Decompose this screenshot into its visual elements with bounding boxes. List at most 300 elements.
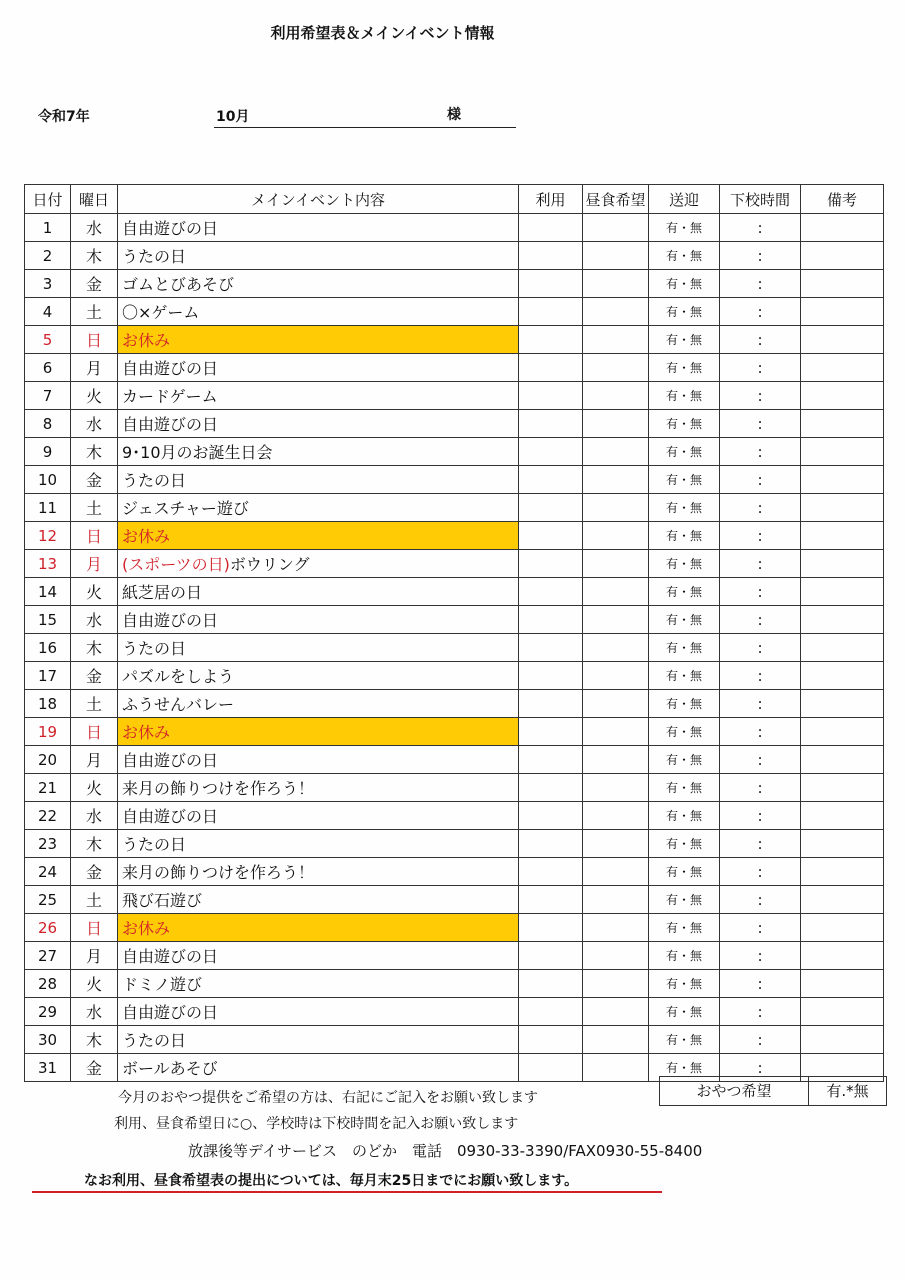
use-cell[interactable]	[519, 746, 583, 774]
col-header-use: 利用	[519, 185, 583, 214]
dismissal-time-cell[interactable]: :	[720, 354, 801, 382]
use-cell[interactable]	[519, 718, 583, 746]
remarks-cell[interactable]	[801, 970, 884, 998]
table-row	[25, 858, 884, 886]
remarks-cell[interactable]	[801, 242, 884, 270]
event-cell: 自由遊びの日	[118, 410, 519, 438]
transport-choice-cell[interactable]: 有・無	[649, 326, 720, 354]
use-cell[interactable]	[519, 214, 583, 242]
transport-choice-cell[interactable]: 有・無	[649, 242, 720, 270]
lunch-cell[interactable]	[583, 830, 649, 858]
event-cell: 自由遊びの日	[118, 746, 519, 774]
event-cell: お休み	[118, 326, 519, 354]
remarks-cell[interactable]	[801, 438, 884, 466]
remarks-cell[interactable]	[801, 746, 884, 774]
transport-choice-cell[interactable]: 有・無	[649, 578, 720, 606]
transport-choice-cell[interactable]: 有・無	[649, 718, 720, 746]
lunch-cell[interactable]	[583, 886, 649, 914]
table-row	[25, 382, 884, 410]
table-row	[25, 914, 884, 942]
dismissal-time-cell[interactable]: :	[720, 858, 801, 886]
name-field-line[interactable]	[214, 127, 516, 128]
transport-choice-cell[interactable]: 有・無	[649, 606, 720, 634]
date-cell: 28	[25, 970, 71, 998]
weekday-cell: 木	[71, 438, 118, 466]
use-cell[interactable]	[519, 802, 583, 830]
remarks-cell[interactable]	[801, 410, 884, 438]
remarks-cell[interactable]	[801, 298, 884, 326]
remarks-cell[interactable]	[801, 214, 884, 242]
event-cell: ドミノ遊び	[118, 970, 519, 998]
transport-choice-cell[interactable]: 有・無	[649, 438, 720, 466]
lunch-cell[interactable]	[583, 242, 649, 270]
date-cell: 17	[25, 662, 71, 690]
weekday-cell: 月	[71, 550, 118, 578]
use-cell[interactable]	[519, 242, 583, 270]
event-cell: 飛び石遊び	[118, 886, 519, 914]
weekday-cell: 水	[71, 410, 118, 438]
lunch-cell[interactable]	[583, 718, 649, 746]
remarks-cell[interactable]	[801, 858, 884, 886]
event-cell: 来月の飾りつけを作ろう！	[118, 858, 519, 886]
col-header-weekday: 曜日	[71, 185, 118, 214]
weekday-cell: 日	[71, 914, 118, 942]
weekday-cell: 木	[71, 830, 118, 858]
event-cell: 自由遊びの日	[118, 606, 519, 634]
weekday-cell: 日	[71, 326, 118, 354]
use-cell[interactable]	[519, 550, 583, 578]
holiday-name: (スポーツの日)	[122, 555, 230, 574]
transport-choice-cell[interactable]: 有・無	[649, 298, 720, 326]
dismissal-time-cell[interactable]: :	[720, 662, 801, 690]
event-cell: 9･10月のお誕生日会	[118, 438, 519, 466]
date-cell: 21	[25, 774, 71, 802]
remarks-cell[interactable]	[801, 690, 884, 718]
use-cell[interactable]	[519, 522, 583, 550]
event-cell: 自由遊びの日	[118, 942, 519, 970]
dismissal-time-cell[interactable]: :	[720, 690, 801, 718]
era-year: 令和7年	[38, 109, 90, 125]
transport-choice-cell[interactable]: 有・無	[649, 382, 720, 410]
event-cell: お休み	[118, 718, 519, 746]
transport-choice-cell[interactable]: 有・無	[649, 746, 720, 774]
dismissal-time-cell[interactable]: :	[720, 214, 801, 242]
dismissal-time-cell[interactable]: :	[720, 886, 801, 914]
lunch-cell[interactable]	[583, 214, 649, 242]
date-cell: 23	[25, 830, 71, 858]
transport-choice-cell[interactable]: 有・無	[649, 774, 720, 802]
use-cell[interactable]	[519, 886, 583, 914]
name-suffix: 様	[447, 107, 461, 123]
dismissal-time-cell[interactable]: :	[720, 634, 801, 662]
dismissal-time-cell[interactable]: :	[720, 298, 801, 326]
use-cell[interactable]	[519, 382, 583, 410]
dismissal-time-cell[interactable]: :	[720, 746, 801, 774]
table-row	[25, 494, 884, 522]
remarks-cell[interactable]	[801, 382, 884, 410]
date-cell: 5	[25, 326, 71, 354]
date-cell: 18	[25, 690, 71, 718]
dismissal-time-cell[interactable]: :	[720, 438, 801, 466]
table-row	[25, 746, 884, 774]
table-row	[25, 270, 884, 298]
lunch-cell[interactable]	[583, 690, 649, 718]
date-cell: 20	[25, 746, 71, 774]
table-row	[25, 410, 884, 438]
date-cell: 4	[25, 298, 71, 326]
dismissal-time-cell[interactable]: :	[720, 242, 801, 270]
use-cell[interactable]	[519, 998, 583, 1026]
schedule-table	[24, 184, 884, 1082]
use-cell[interactable]	[519, 494, 583, 522]
remarks-cell[interactable]	[801, 634, 884, 662]
lunch-cell[interactable]	[583, 802, 649, 830]
dismissal-time-cell[interactable]: :	[720, 382, 801, 410]
event-text: ボウリング	[229, 555, 310, 574]
remarks-cell[interactable]	[801, 914, 884, 942]
usage-note: 利用、昼食希望日に○、学校時は下校時間を記入お願い致します	[114, 1116, 519, 1132]
remarks-cell[interactable]	[801, 466, 884, 494]
lunch-cell[interactable]	[583, 914, 649, 942]
dismissal-time-cell[interactable]: :	[720, 466, 801, 494]
lunch-cell[interactable]	[583, 550, 649, 578]
date-cell: 9	[25, 438, 71, 466]
weekday-cell: 金	[71, 1054, 118, 1082]
use-cell[interactable]	[519, 634, 583, 662]
use-cell[interactable]	[519, 270, 583, 298]
date-cell: 31	[25, 1054, 71, 1082]
event-cell: カードゲーム	[118, 382, 519, 410]
table-row	[25, 718, 884, 746]
event-cell: ふうせんバレー	[118, 690, 519, 718]
lunch-cell[interactable]	[583, 438, 649, 466]
lunch-cell[interactable]	[583, 774, 649, 802]
transport-choice-cell[interactable]: 有・無	[649, 550, 720, 578]
event-cell: ジェスチャー遊び	[118, 494, 519, 522]
remarks-cell[interactable]	[801, 886, 884, 914]
remarks-cell[interactable]	[801, 578, 884, 606]
weekday-cell: 金	[71, 858, 118, 886]
lunch-cell[interactable]	[583, 858, 649, 886]
weekday-cell: 木	[71, 634, 118, 662]
transport-choice-cell[interactable]: 有・無	[649, 998, 720, 1026]
use-cell[interactable]	[519, 606, 583, 634]
lunch-cell[interactable]	[583, 466, 649, 494]
lunch-cell[interactable]	[583, 746, 649, 774]
weekday-cell: 土	[71, 690, 118, 718]
table-row	[25, 1026, 884, 1054]
event-cell: 自由遊びの日	[118, 802, 519, 830]
contact-info: 放課後等デイサービス のどか 電話 0930-33-3390/FAX0930-55-8400	[188, 1142, 703, 1160]
table-row	[25, 298, 884, 326]
lunch-cell[interactable]	[583, 942, 649, 970]
date-cell: 22	[25, 802, 71, 830]
table-row	[25, 326, 884, 354]
date-cell: 14	[25, 578, 71, 606]
snack-request-box	[659, 1076, 887, 1106]
lunch-cell[interactable]	[583, 494, 649, 522]
table-row	[25, 354, 884, 382]
use-cell[interactable]	[519, 466, 583, 494]
event-cell: 〇×ゲーム	[118, 298, 519, 326]
weekday-cell: 月	[71, 942, 118, 970]
date-cell: 30	[25, 1026, 71, 1054]
transport-choice-cell[interactable]: 有・無	[649, 522, 720, 550]
transport-choice-cell[interactable]: 有・無	[649, 1054, 720, 1082]
dismissal-time-cell[interactable]: :	[720, 942, 801, 970]
snack-request-choice[interactable]: 有.*無	[826, 1082, 869, 1100]
lunch-cell[interactable]	[583, 326, 649, 354]
weekday-cell: 火	[71, 970, 118, 998]
table-header-row	[25, 185, 884, 214]
event-cell: 自由遊びの日	[118, 998, 519, 1026]
transport-choice-cell[interactable]: 有・無	[649, 914, 720, 942]
dismissal-time-cell[interactable]: :	[720, 914, 801, 942]
date-cell: 15	[25, 606, 71, 634]
document-title: 利用希望表＆メインイベント情報	[270, 24, 495, 42]
remarks-cell[interactable]	[801, 830, 884, 858]
weekday-cell: 水	[71, 998, 118, 1026]
deadline-note: なお利用、昼食希望表の提出については、毎月末25日までにお願い致します。	[84, 1173, 579, 1189]
event-cell: お休み	[118, 522, 519, 550]
dismissal-time-cell[interactable]: :	[720, 774, 801, 802]
use-cell[interactable]	[519, 914, 583, 942]
table-row	[25, 550, 884, 578]
weekday-cell: 土	[71, 886, 118, 914]
lunch-cell[interactable]	[583, 970, 649, 998]
date-cell: 3	[25, 270, 71, 298]
date-cell: 25	[25, 886, 71, 914]
remarks-cell[interactable]	[801, 998, 884, 1026]
date-cell: 7	[25, 382, 71, 410]
event-cell: お休み	[118, 914, 519, 942]
dismissal-time-cell[interactable]: :	[720, 830, 801, 858]
date-cell: 19	[25, 718, 71, 746]
dismissal-time-cell[interactable]: :	[720, 326, 801, 354]
col-header-lunch: 昼食希望	[583, 185, 649, 214]
date-cell: 11	[25, 494, 71, 522]
date-cell: 8	[25, 410, 71, 438]
dismissal-time-cell[interactable]: :	[720, 270, 801, 298]
table-row	[25, 606, 884, 634]
red-underline	[32, 1191, 662, 1193]
event-cell: 自由遊びの日	[118, 354, 519, 382]
date-cell: 27	[25, 942, 71, 970]
table-row	[25, 522, 884, 550]
use-cell[interactable]	[519, 1054, 583, 1082]
event-cell: うたの日	[118, 466, 519, 494]
transport-choice-cell[interactable]: 有・無	[649, 354, 720, 382]
table-row	[25, 578, 884, 606]
use-cell[interactable]	[519, 662, 583, 690]
snack-request-label: おやつ希望	[660, 1077, 809, 1105]
transport-choice-cell[interactable]: 有・無	[649, 494, 720, 522]
dismissal-time-cell[interactable]: :	[720, 578, 801, 606]
transport-choice-cell[interactable]: 有・無	[649, 858, 720, 886]
transport-choice-cell[interactable]: 有・無	[649, 410, 720, 438]
use-cell[interactable]	[519, 578, 583, 606]
use-cell[interactable]	[519, 942, 583, 970]
transport-choice-cell[interactable]: 有・無	[649, 1026, 720, 1054]
dismissal-time-cell[interactable]: :	[720, 550, 801, 578]
dismissal-time-cell[interactable]: :	[720, 606, 801, 634]
remarks-cell[interactable]	[801, 270, 884, 298]
weekday-cell: 金	[71, 466, 118, 494]
use-cell[interactable]	[519, 326, 583, 354]
transport-choice-cell[interactable]: 有・無	[649, 634, 720, 662]
transport-choice-cell[interactable]: 有・無	[649, 886, 720, 914]
col-header-dismissal-time: 下校時間	[720, 185, 801, 214]
col-header-remarks: 備考	[801, 185, 884, 214]
snack-note: 今月のおやつ提供をご希望の方は、右記にご記入をお願い致します	[118, 1090, 538, 1106]
use-cell[interactable]	[519, 970, 583, 998]
remarks-cell[interactable]	[801, 718, 884, 746]
dismissal-time-cell[interactable]: :	[720, 1054, 801, 1082]
event-cell: ボールあそび	[118, 1054, 519, 1082]
lunch-cell[interactable]	[583, 410, 649, 438]
dismissal-time-cell[interactable]: :	[720, 718, 801, 746]
lunch-cell[interactable]	[583, 998, 649, 1026]
event-cell: 来月の飾りつけを作ろう！	[118, 774, 519, 802]
lunch-cell[interactable]	[583, 1054, 649, 1082]
table-row	[25, 242, 884, 270]
transport-choice-cell[interactable]: 有・無	[649, 942, 720, 970]
remarks-cell[interactable]	[801, 354, 884, 382]
lunch-cell[interactable]	[583, 606, 649, 634]
table-row	[25, 438, 884, 466]
lunch-cell[interactable]	[583, 298, 649, 326]
date-cell: 26	[25, 914, 71, 942]
table-row	[25, 886, 884, 914]
dismissal-time-cell[interactable]: :	[720, 998, 801, 1026]
table-row	[25, 466, 884, 494]
weekday-cell: 火	[71, 774, 118, 802]
lunch-cell[interactable]	[583, 382, 649, 410]
weekday-cell: 金	[71, 662, 118, 690]
use-cell[interactable]	[519, 858, 583, 886]
remarks-cell[interactable]	[801, 1026, 884, 1054]
table-row	[25, 970, 884, 998]
remarks-cell[interactable]	[801, 662, 884, 690]
event-cell	[118, 550, 519, 578]
remarks-cell[interactable]	[801, 326, 884, 354]
use-cell[interactable]	[519, 354, 583, 382]
event-cell: 自由遊びの日	[118, 214, 519, 242]
use-cell[interactable]	[519, 774, 583, 802]
table-row	[25, 942, 884, 970]
weekday-cell: 金	[71, 270, 118, 298]
dismissal-time-cell[interactable]: :	[720, 410, 801, 438]
transport-choice-cell[interactable]: 有・無	[649, 662, 720, 690]
table-row	[25, 998, 884, 1026]
weekday-cell: 日	[71, 522, 118, 550]
event-cell: うたの日	[118, 830, 519, 858]
lunch-cell[interactable]	[583, 270, 649, 298]
transport-choice-cell[interactable]: 有・無	[649, 690, 720, 718]
transport-choice-cell[interactable]: 有・無	[649, 802, 720, 830]
remarks-cell[interactable]	[801, 802, 884, 830]
lunch-cell[interactable]	[583, 1026, 649, 1054]
weekday-cell: 木	[71, 242, 118, 270]
col-header-date: 日付	[25, 185, 71, 214]
use-cell[interactable]	[519, 298, 583, 326]
date-cell: 13	[25, 550, 71, 578]
event-cell: うたの日	[118, 242, 519, 270]
weekday-cell: 土	[71, 494, 118, 522]
table-row	[25, 690, 884, 718]
weekday-cell: 水	[71, 606, 118, 634]
use-cell[interactable]	[519, 830, 583, 858]
date-cell: 10	[25, 466, 71, 494]
weekday-cell: 月	[71, 354, 118, 382]
weekday-cell: 火	[71, 382, 118, 410]
weekday-cell: 水	[71, 802, 118, 830]
dismissal-time-cell[interactable]: :	[720, 802, 801, 830]
remarks-cell[interactable]	[801, 774, 884, 802]
use-cell[interactable]	[519, 410, 583, 438]
transport-choice-cell[interactable]: 有・無	[649, 214, 720, 242]
weekday-cell: 土	[71, 298, 118, 326]
use-cell[interactable]	[519, 1026, 583, 1054]
date-cell: 12	[25, 522, 71, 550]
remarks-cell[interactable]	[801, 494, 884, 522]
weekday-cell: 木	[71, 1026, 118, 1054]
table-row	[25, 830, 884, 858]
event-cell: ゴムとびあそび	[118, 270, 519, 298]
date-cell: 29	[25, 998, 71, 1026]
col-header-transport: 送迎	[649, 185, 720, 214]
dismissal-time-cell[interactable]: :	[720, 494, 801, 522]
date-cell: 16	[25, 634, 71, 662]
dismissal-time-cell[interactable]: :	[720, 522, 801, 550]
lunch-cell[interactable]	[583, 354, 649, 382]
remarks-cell[interactable]	[801, 522, 884, 550]
date-cell: 24	[25, 858, 71, 886]
month-label: 10月	[216, 109, 250, 125]
transport-choice-cell[interactable]: 有・無	[649, 270, 720, 298]
weekday-cell: 月	[71, 746, 118, 774]
date-cell: 2	[25, 242, 71, 270]
date-cell: 6	[25, 354, 71, 382]
transport-choice-cell[interactable]: 有・無	[649, 466, 720, 494]
transport-choice-cell[interactable]: 有・無	[649, 970, 720, 998]
weekday-cell: 火	[71, 578, 118, 606]
remarks-cell[interactable]	[801, 942, 884, 970]
transport-choice-cell[interactable]: 有・無	[649, 830, 720, 858]
table-row	[25, 214, 884, 242]
use-cell[interactable]	[519, 438, 583, 466]
col-header-event: メインイベント内容	[118, 185, 519, 214]
weekday-cell: 日	[71, 718, 118, 746]
event-cell: うたの日	[118, 1026, 519, 1054]
lunch-cell[interactable]	[583, 578, 649, 606]
lunch-cell[interactable]	[583, 634, 649, 662]
dismissal-time-cell[interactable]: :	[720, 970, 801, 998]
table-row	[25, 802, 884, 830]
remarks-cell[interactable]	[801, 550, 884, 578]
date-cell: 1	[25, 214, 71, 242]
lunch-cell[interactable]	[583, 662, 649, 690]
dismissal-time-cell[interactable]: :	[720, 1026, 801, 1054]
use-cell[interactable]	[519, 690, 583, 718]
remarks-cell[interactable]	[801, 606, 884, 634]
weekday-cell: 水	[71, 214, 118, 242]
table-row	[25, 774, 884, 802]
table-row	[25, 662, 884, 690]
lunch-cell[interactable]	[583, 522, 649, 550]
table-row	[25, 634, 884, 662]
event-cell: 紙芝居の日	[118, 578, 519, 606]
